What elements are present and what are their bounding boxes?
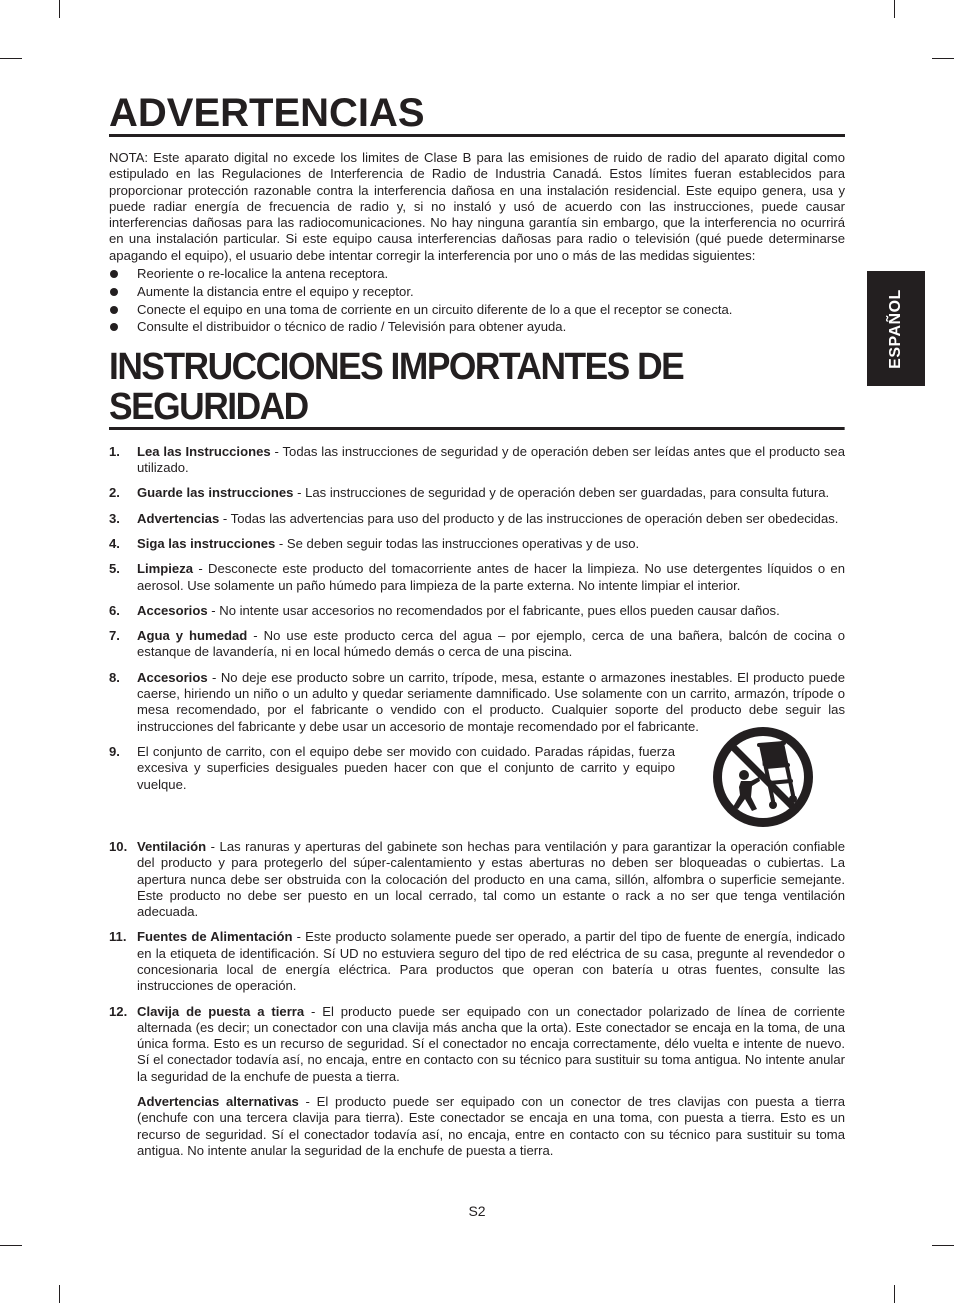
bullet-icon	[110, 323, 118, 331]
list-item: Consulte el distribuidor o técnico de radio / Televisión para obtener ayuda.	[109, 319, 845, 335]
instruction-item: 11. Fuentes de Alimentación - Este producto solamente puede ser operado, a partir del tipo de fuente de energía, indicado en la etiqueta de identificación. Sí UD no estuviera seguro del tipo de red eléctrica de su casa, pregunte al revendedor o concesionaria local de energía eléctrica. Para productos que operan con batería u otras fuentes, consulte las instrucciones de operación.	[109, 929, 846, 994]
list-item: Aumente la distancia entre el equipo y receptor.	[109, 284, 845, 300]
instruction-item: 5. Limpieza - Desconecte este producto del tomacorriente antes de hacer la limpieza. No use detergentes líquidos o en aerosol. Use solamente un paño húmedo para limpieza de la parte externa. No intente limpiar el interior.	[109, 561, 845, 593]
bullet-icon	[110, 288, 118, 296]
list-item: Reoriente o re-localice la antena receptora.	[109, 266, 845, 282]
instruction-item: 12. Clavija de puesta a tierra - El producto puede ser equipado con un conectador polarizado de línea de corriente alternada (es decir; un conectador con una clavija más ancha que la orta). Este conectador se encaja en la toma, de una única forma. Esto es un recurso de seguridad. Sí el conectador no encaja correctamente, délo vuelta e intente de nuevo. Sí el conectador todavía así, no encaja, entre en contacto con su técnico para sustituir su toma antigua. No intente anular la seguridad de la enchufe de puesta a tierra. Advertencias alternativas - El producto puede ser equipado con un conector de tres clavijas con puesta a tierra (enchufe con una tercera clavija para tierra). Este conectador se encaja en una toma, con puesta a tierra. Esto es un recurso de seguridad. Sí el conectador todavía así, no encaja, entre en contacto con su técnico para sustituir su toma antigua. No intente anular la seguridad de la enchufe de puesta a tierra.	[109, 1003, 845, 1158]
crop-mark	[894, 1285, 895, 1303]
cart-tip-over-warning-icon	[711, 725, 815, 829]
instruction-item: 8. Accesorios - No deje ese producto sobre un carrito, trípode, mesa, estante o armazones inestables. El producto puede caerse, hiriendo un niño o un adulto y quedar seriamente damnificado. Use solamente con un carrito, armazón, trípode o mesa recomendado, por el fabricante o vendido con el producto. Cualquier soporte del producto debe seguir las instrucciones del fabricante y debe usar un accesorio de montaje recomendado por el fabricante.	[109, 669, 845, 734]
instruction-item: 3. Advertencias - Todas las advertencias para uso del producto y de las instrucciones de operación deben ser obedecidas.	[109, 510, 839, 526]
bullet-icon	[110, 306, 118, 314]
crop-mark	[59, 0, 60, 18]
crop-mark	[894, 0, 895, 18]
crop-mark	[932, 1245, 954, 1246]
page-content	[109, 92, 845, 1168]
bullet-icon	[110, 270, 118, 278]
title-instrucciones: INSTRUCCIONES IMPORTANTES DE SEGURIDAD	[109, 347, 845, 430]
instruction-item: 1. Lea las Instrucciones - Todas las instrucciones de seguridad y de operación deben ser leídas antes que el producto sea utilizado.	[109, 443, 845, 476]
crop-mark	[0, 1245, 22, 1246]
instruction-item: 7. Agua y humedad - No use este producto cerca del agua – por ejemplo, cerca de una bañera, balcón de cocina o estanque de lavandería, ni en local húmedo demás o cerca de una piscina.	[109, 628, 845, 660]
language-tab	[867, 271, 925, 386]
crop-mark	[0, 58, 22, 59]
instruction-item: 6. Accesorios - No intente usar accesorios no recomendados por el fabricante, pues ellos pueden causar daños.	[109, 602, 780, 618]
instruction-item: 10. Ventilación - Las ranuras y aperturas del gabinete son hechas para ventilación y para garantizar la operación confiable del producto y para protegerlo del súper-calentamiento y estas aberturas no deben ser bloqueadas o cubiertas. La apertura nunca debe ser obstruida con la colocación del producto en una cama, sillón, alfombra o superficie semejante. Este producto no debe ser puesto en un local cerrado, tal como un estante o rack a no ser que tenga ventilación adecuada.	[109, 838, 845, 920]
nota-paragraph: NOTA: Este aparato digital no excede los limites de Clase B para las emisiones de ruido de radio del aparato digital como estipulado en las Regulaciones de Interferencia de Radio de Industria Canadá. Estos límites fueran establecidos para proporcionar protección razonable contra la interferencia dañosa en una instalación residencial. Este equipo genera, usa y puede radiar energía de frecuencia de radio y, si no instaló y usó de acuerdo con las instrucciones, puede causar interferencias dañosas para las radiocomunicaciones. No hay ninguna garantía sin embargo, que la interferencia no ocurrirá en una instalación particular. Si este equipo causa interferencias dañosas para radio o televisión (qué puede determinarse apagando el equipo), el usuario debe intentar corregir la interferencia por uno o más de las medidas siguientes:	[109, 150, 845, 263]
title-advertencias: ADVERTENCIAS	[109, 92, 845, 137]
instruction-item: 2. Guarde las instrucciones - Las instrucciones de seguridad y de operación deben ser guardadas, para consulta futura.	[109, 485, 830, 501]
instruction-item: 9. El conjunto de carrito, con el equipo debe ser movido con cuidado. Paradas rápidas, fuerza excesiva y superficies desiguales pueden hacer con que el conjunto de carrito y equipo vuelque.	[109, 744, 845, 830]
crop-mark	[59, 1285, 60, 1303]
alt-warning-paragraph: Advertencias alternativas - El producto puede ser equipado con un conector de tres clavijas con puesta a tierra (enchufe con una tercera clavija para tierra). Este conectador se encaja en una toma, con puesta a tierra. Esto es un recurso de seguridad. Sí el conectador todavía así, no encaja, entre en contacto con su técnico para sustituir su toma antigua. No intente anular la seguridad de la enchufe de puesta a tierra.	[137, 1094, 845, 1158]
measures-list	[109, 266, 845, 336]
language-tab-label: ESPAÑOL	[887, 288, 904, 369]
instruction-item: 4. Siga las instrucciones - Se deben seguir todas las instrucciones operativas y de uso.	[109, 535, 640, 551]
page-number: S2	[468, 1203, 486, 1219]
list-item: Conecte el equipo en una toma de corriente en un circuito diferente de lo a que el receptor se conecta.	[109, 302, 845, 318]
crop-mark	[932, 58, 954, 59]
safety-instructions-list	[109, 444, 845, 1160]
